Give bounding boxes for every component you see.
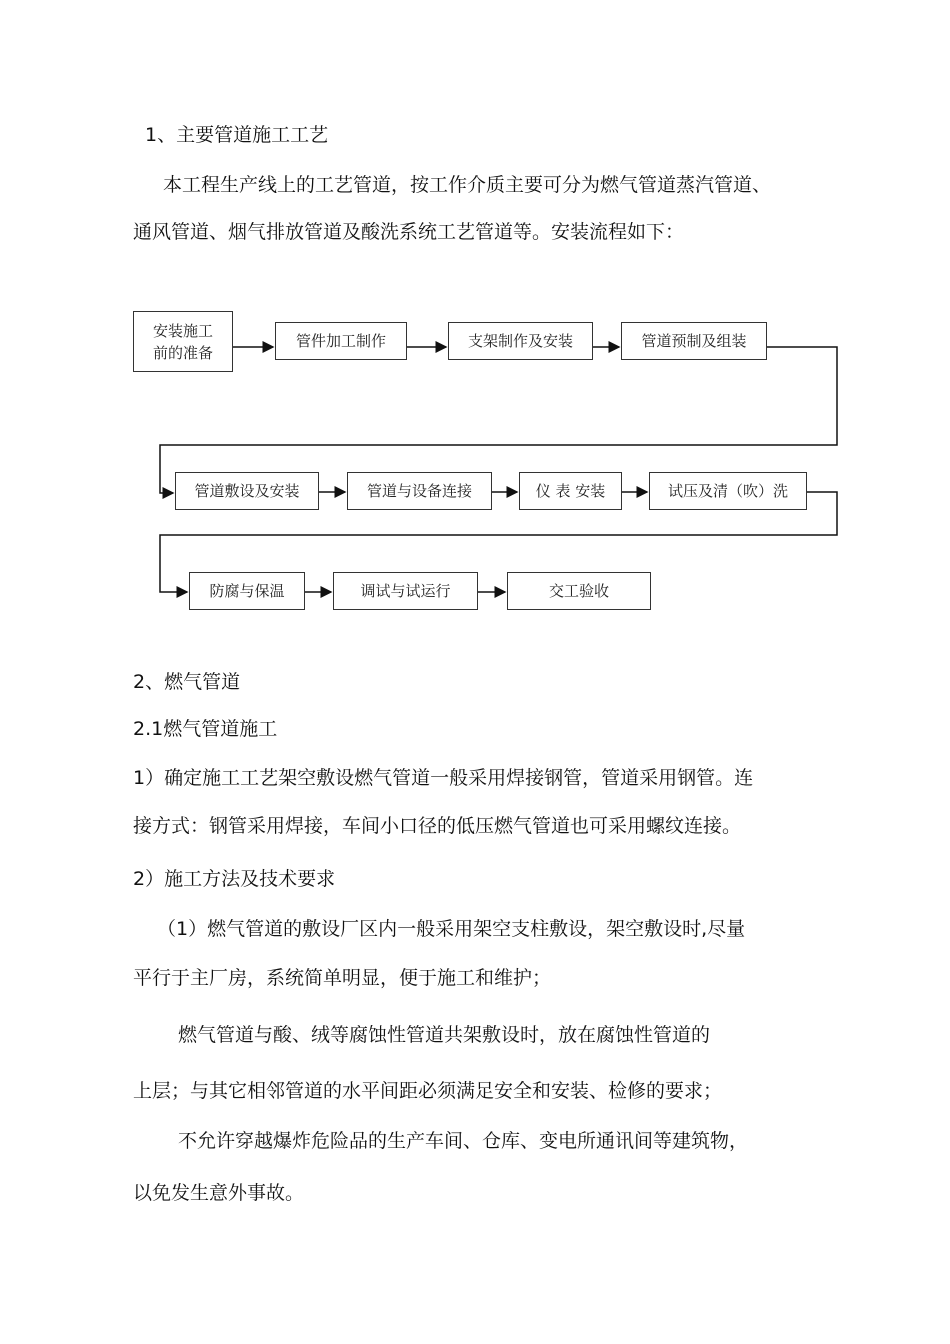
sub3-line1: 不允许穿越爆炸危险品的生产车间、仓库、变电所通讯间等建筑物， xyxy=(178,1130,749,1152)
section1-paragraph-line2: 通风管道、烟气排放管道及酸洗系统工艺管道等。安装流程如下： xyxy=(133,221,685,243)
flow-step-pipe-laying: 管道敷设及安装 xyxy=(175,472,319,510)
flow-step-preparation-line1: 安装施工 xyxy=(152,321,213,340)
section2-1-heading: 2.1燃气管道施工 xyxy=(133,718,278,740)
flow-step-pipe-prefab: 管道预制及组装 xyxy=(621,322,767,360)
sub3-line2: 以免发生意外事故。 xyxy=(133,1182,305,1204)
section1-paragraph-line1: 本工程生产线上的工艺管道，按工作介质主要可分为燃气管道蒸汽管道、 xyxy=(163,174,772,196)
section2-heading: 2、燃气管道 xyxy=(133,671,241,693)
flow-step-preparation-line2: 前的准备 xyxy=(152,343,213,362)
flow-step-pressure-test: 试压及清（吹）洗 xyxy=(649,472,807,510)
flow-step-handover: 交工验收 xyxy=(507,572,651,610)
section1-heading: 1、主要管道施工工艺 xyxy=(145,124,329,146)
installation-flowchart xyxy=(125,305,845,615)
flow-step-support-fabrication: 支架制作及安装 xyxy=(448,322,593,360)
flow-step-equipment-connection: 管道与设备连接 xyxy=(347,472,492,510)
flow-step-fitting-fabrication: 管件加工制作 xyxy=(275,322,407,360)
flow-step-preparation xyxy=(133,311,233,372)
item1-line2: 接方式：钢管采用焊接，车间小口径的低压燃气管道也可采用螺纹连接。 xyxy=(133,815,742,837)
sub2-line2: 上层；与其它相邻管道的水平间距必须满足安全和安装、检修的要求； xyxy=(133,1080,723,1102)
flow-step-anticorrosion: 防腐与保温 xyxy=(189,572,305,610)
item2-heading: 2）施工方法及技术要求 xyxy=(133,868,336,890)
item1-line1: 1）确定施工工艺架空敷设燃气管道一般采用焊接钢管，管道采用钢管。连 xyxy=(133,767,754,789)
flow-step-instrument-install: 仪 表 安装 xyxy=(519,472,622,510)
sub1-line1: （1）燃气管道的敷设厂区内一般采用架空支柱敷设，架空敷设时,尽量 xyxy=(157,918,746,940)
sub2-line1: 燃气管道与酸、绒等腐蚀性管道共架敷设时，放在腐蚀性管道的 xyxy=(178,1024,711,1046)
flow-step-commissioning: 调试与试运行 xyxy=(333,572,478,610)
sub1-line2: 平行于主厂房，系统简单明显，便于施工和维护； xyxy=(133,967,552,989)
